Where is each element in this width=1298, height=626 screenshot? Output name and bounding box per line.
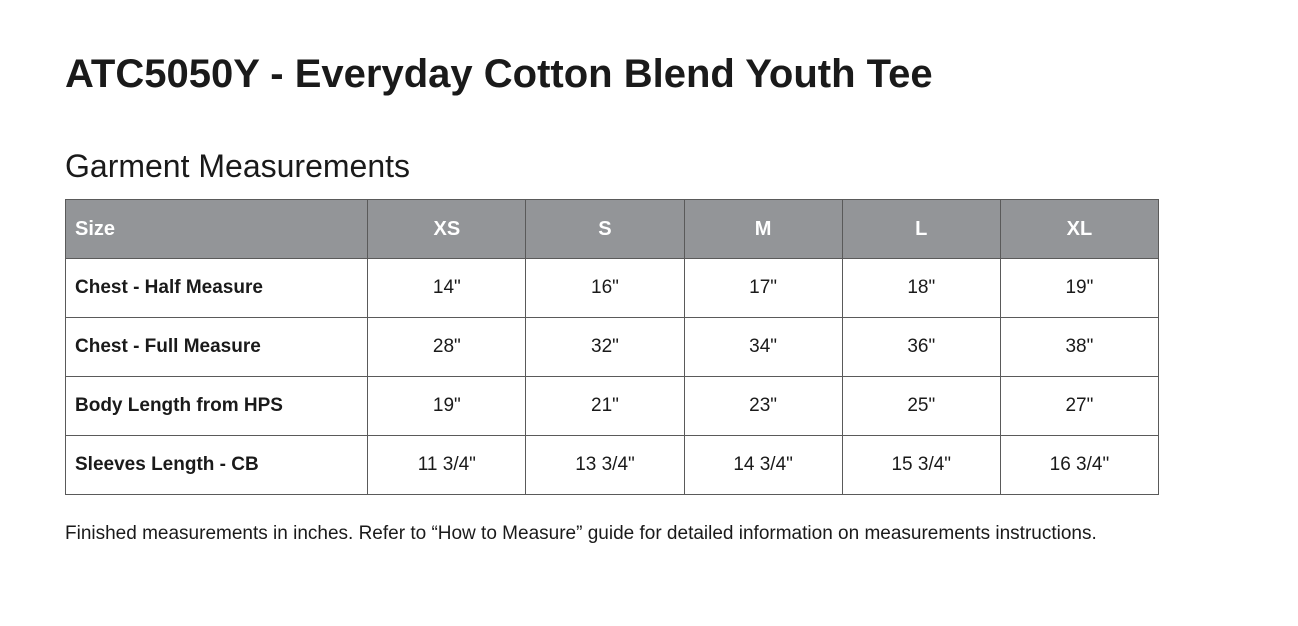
measurements-table: [65, 199, 1159, 495]
table-row: [66, 436, 1159, 495]
table-cell: 32": [526, 318, 684, 377]
table-cell: 17": [684, 259, 842, 318]
table-cell: 19": [368, 377, 526, 436]
table-cell: 15 3/4": [842, 436, 1000, 495]
size-header: Size: [66, 200, 368, 259]
table-cell: 38": [1000, 318, 1158, 377]
table-row: [66, 259, 1159, 318]
size-header-m: M: [684, 200, 842, 259]
size-header-l: L: [842, 200, 1000, 259]
section-title: Garment Measurements: [65, 148, 411, 184]
table-cell: 18": [842, 259, 1000, 318]
table-cell: 36": [842, 318, 1000, 377]
size-header-s: S: [526, 200, 684, 259]
row-label: Chest - Half Measure: [66, 259, 368, 318]
table-cell: 34": [684, 318, 842, 377]
table-cell: 21": [526, 377, 684, 436]
table-row: [66, 377, 1159, 436]
table-cell: 14 3/4": [684, 436, 842, 495]
table-header-row: [66, 200, 1159, 259]
table-cell: 23": [684, 377, 842, 436]
size-header-xl: XL: [1000, 200, 1158, 259]
row-label: Body Length from HPS: [66, 377, 368, 436]
table-row: [66, 318, 1159, 377]
table-cell: 14": [368, 259, 526, 318]
page-title: ATC5050Y - Everyday Cotton Blend Youth Tee: [65, 52, 933, 96]
table-cell: 13 3/4": [526, 436, 684, 495]
table-cell: 27": [1000, 377, 1158, 436]
table-cell: 28": [368, 318, 526, 377]
table-cell: 16": [526, 259, 684, 318]
table-cell: 11 3/4": [368, 436, 526, 495]
row-label: Sleeves Length - CB: [66, 436, 368, 495]
measurement-footnote: Finished measurements in inches. Refer to “How to Measure” guide for detailed information on measurements instructions.: [65, 523, 1097, 544]
table-cell: 16 3/4": [1000, 436, 1158, 495]
size-header-xs: XS: [368, 200, 526, 259]
table-cell: 19": [1000, 259, 1158, 318]
table-cell: 25": [842, 377, 1000, 436]
row-label: Chest - Full Measure: [66, 318, 368, 377]
